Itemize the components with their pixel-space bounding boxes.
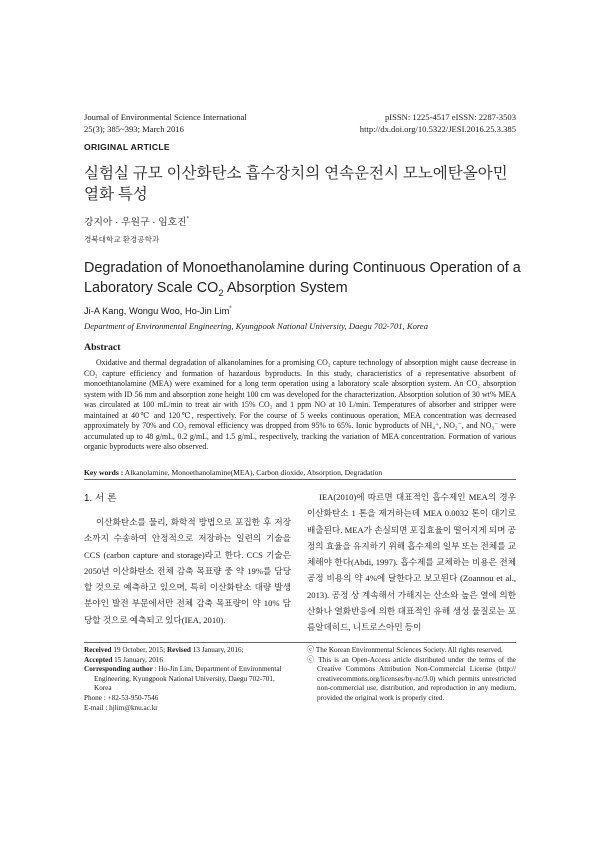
- keywords: [84, 468, 516, 477]
- english-authors: [84, 306, 232, 316]
- corresponding-author: Corresponding author : Ho-Jin Lim, Department of Environmental Engineering, Kyungpook National University, Daegu 702-701, Korea: [84, 665, 282, 693]
- body-paragraph: IEA(2010)에 따르면 대표적인 흡수제인 MEA의 경우 이산화탄소 1 톤을 제거하는데 MEA 0.0032 톤이 대기로 배출된다. MEA가 손실되면 포집효율이 떨어지게 되며 공정의 효율을 유지하기 위해 흡수제의 일부 또는 전체를 교체해야 한다(Abdi, 1997). 흡수제를 교체하는 비용은 전체 공정 비용의 약 4%에 달한다고 보고된다 (Zoannou et al., 2013). 공정 상 계속해서 가해지는 산소와 높은 열에 의한 산화나 열화반응에 의한 대표적인 유해 생성 물질로는 포름알데히드, 니트로스아민 등이: [307, 492, 516, 633]
- section-heading: 1. 서 론: [84, 493, 117, 504]
- footnote-left: [84, 646, 292, 713]
- footnote-divider: [84, 642, 516, 643]
- english-title-subscript: 2: [218, 287, 224, 299]
- abstract-heading: Abstract: [84, 342, 121, 353]
- issn: pISSN: 1225-4517 eISSN: 2287-3503: [384, 112, 516, 122]
- english-title: [84, 259, 524, 303]
- abstract-text: Oxidative and thermal degradation of alkanolamines for a promising CO₂ capture technology of absorption might cause decrease in CO₂ capture efficiency and formation of hazardous byproducts. In this study, characteristics of a representative absorbent of monoethtanolamine (MEA) were examined for a long term operation using a laboratory scale absorption system. An CO₂ absorption system with ID 56 mm and absorption zone height 100 cm was developed for the characterization. Absorption solution of 30 wt% MEA was circulated at 100 mL/min to treat air with 15% CO₂ and 1 ppm NO at 10 L/min. Temperatures of absorber and stripper were maintained at 40℃ and 120℃, respectively. For the course of 5 weeks continuous operation, MEA concentration was decreased approximately by 70% and CO₂ removal efficiency was dropped from 95% to 65%. Ionic byproducts of NH₄⁺, NO₂⁻, and NO₃⁻ were accumulated up to 48 g/mL, 0.2 g/mL, and 1.5 g/mL, respectively, tracking the variation of MEA concentration. Formation of various organic byproducts were also observed.: [84, 358, 516, 451]
- body-column-left: [84, 514, 291, 628]
- section-divider: [84, 479, 516, 480]
- journal-name: Journal of Environmental Science International: [84, 112, 247, 122]
- body-column-right: [307, 489, 516, 636]
- english-affiliation: Department of Environmental Engineering, Kyungpook National University, Daegu 702-701, Korea: [84, 321, 429, 331]
- korean-authors: [84, 214, 189, 228]
- corresponding-mark: *: [229, 306, 232, 312]
- phone: Phone : +82-53-950-7546: [84, 693, 159, 702]
- journal-header-left: [84, 111, 247, 135]
- korean-affiliation: 경북대학교 환경공학과: [84, 235, 160, 244]
- journal-issue: 25(3); 385~393; March 2016: [84, 124, 184, 134]
- journal-header-right: [360, 111, 516, 135]
- korean-author-names: 강지아 · 우원구 · 임호진: [84, 217, 187, 228]
- keywords-text: Alkanolamine, Monoethanolamine(MEA), Carbon dioxide, Absorption, Degradation: [123, 468, 383, 477]
- doi-link[interactable]: http://dx.doi.org/10.5322/JESI.2016.25.3.385: [359, 124, 516, 134]
- article-type: ORIGINAL ARTICLE: [84, 142, 170, 152]
- abstract-body: [84, 358, 516, 453]
- email[interactable]: E-mail : hjlim@knu.ac.kr: [84, 703, 158, 712]
- corresponding-mark: *: [186, 216, 189, 223]
- english-title-part2: Absorption System: [223, 279, 348, 296]
- korean-title: 실험실 규모 이산화탄소 흡수장치의 연속운전시 모노에탄올아민 열화 특성: [84, 165, 508, 203]
- dates-line: Received 19 October, 2015; Revised 13 January, 2016;: [84, 646, 244, 654]
- english-title-part1: Degradation of Monoethanolamine during Continuous Operation of a Laboratory Scale CO: [84, 260, 521, 296]
- license-notice: ⓒ This is an Open-Access article distributed under the terms of the Creative Commons Attribution Non-Commercial License (http:// creativecommons.org/licenses/by-nc/3.0) which permits unrestricted non-commercial use, distribution, and reproduction in any medium, provided the original work is properly cited.: [307, 655, 516, 702]
- accepted-line: Accepted 15 January, 2016: [84, 655, 163, 664]
- keywords-label: Key words :: [84, 468, 124, 477]
- english-author-names: Ji-A Kang, Wongu Woo, Ho-Jin Lim: [84, 306, 230, 317]
- footnote-right: [307, 646, 516, 704]
- copyright-notice: ⓒ The Korean Environmental Sciences Society. All rights reserved.: [307, 646, 503, 654]
- body-paragraph: 이산화탄소를 물리, 화학적 방법으로 포집한 후 저장소까지 수송하여 안정적으로 저장하는 일련의 기술을 CCS (carbon capture and storage)라고 한다. CCS 기술은 2050년 이산화탄소 전체 감축 목표량 중 약 19%를 담당할 것으로 예측하고 있으며, 특히 이산화탄소 대량 발생 분야인 발전 부문에서만 전체 감축 목표량이 약 10% 담당할 것으로 예측되고 있다(IEA, 2010).: [84, 517, 291, 625]
